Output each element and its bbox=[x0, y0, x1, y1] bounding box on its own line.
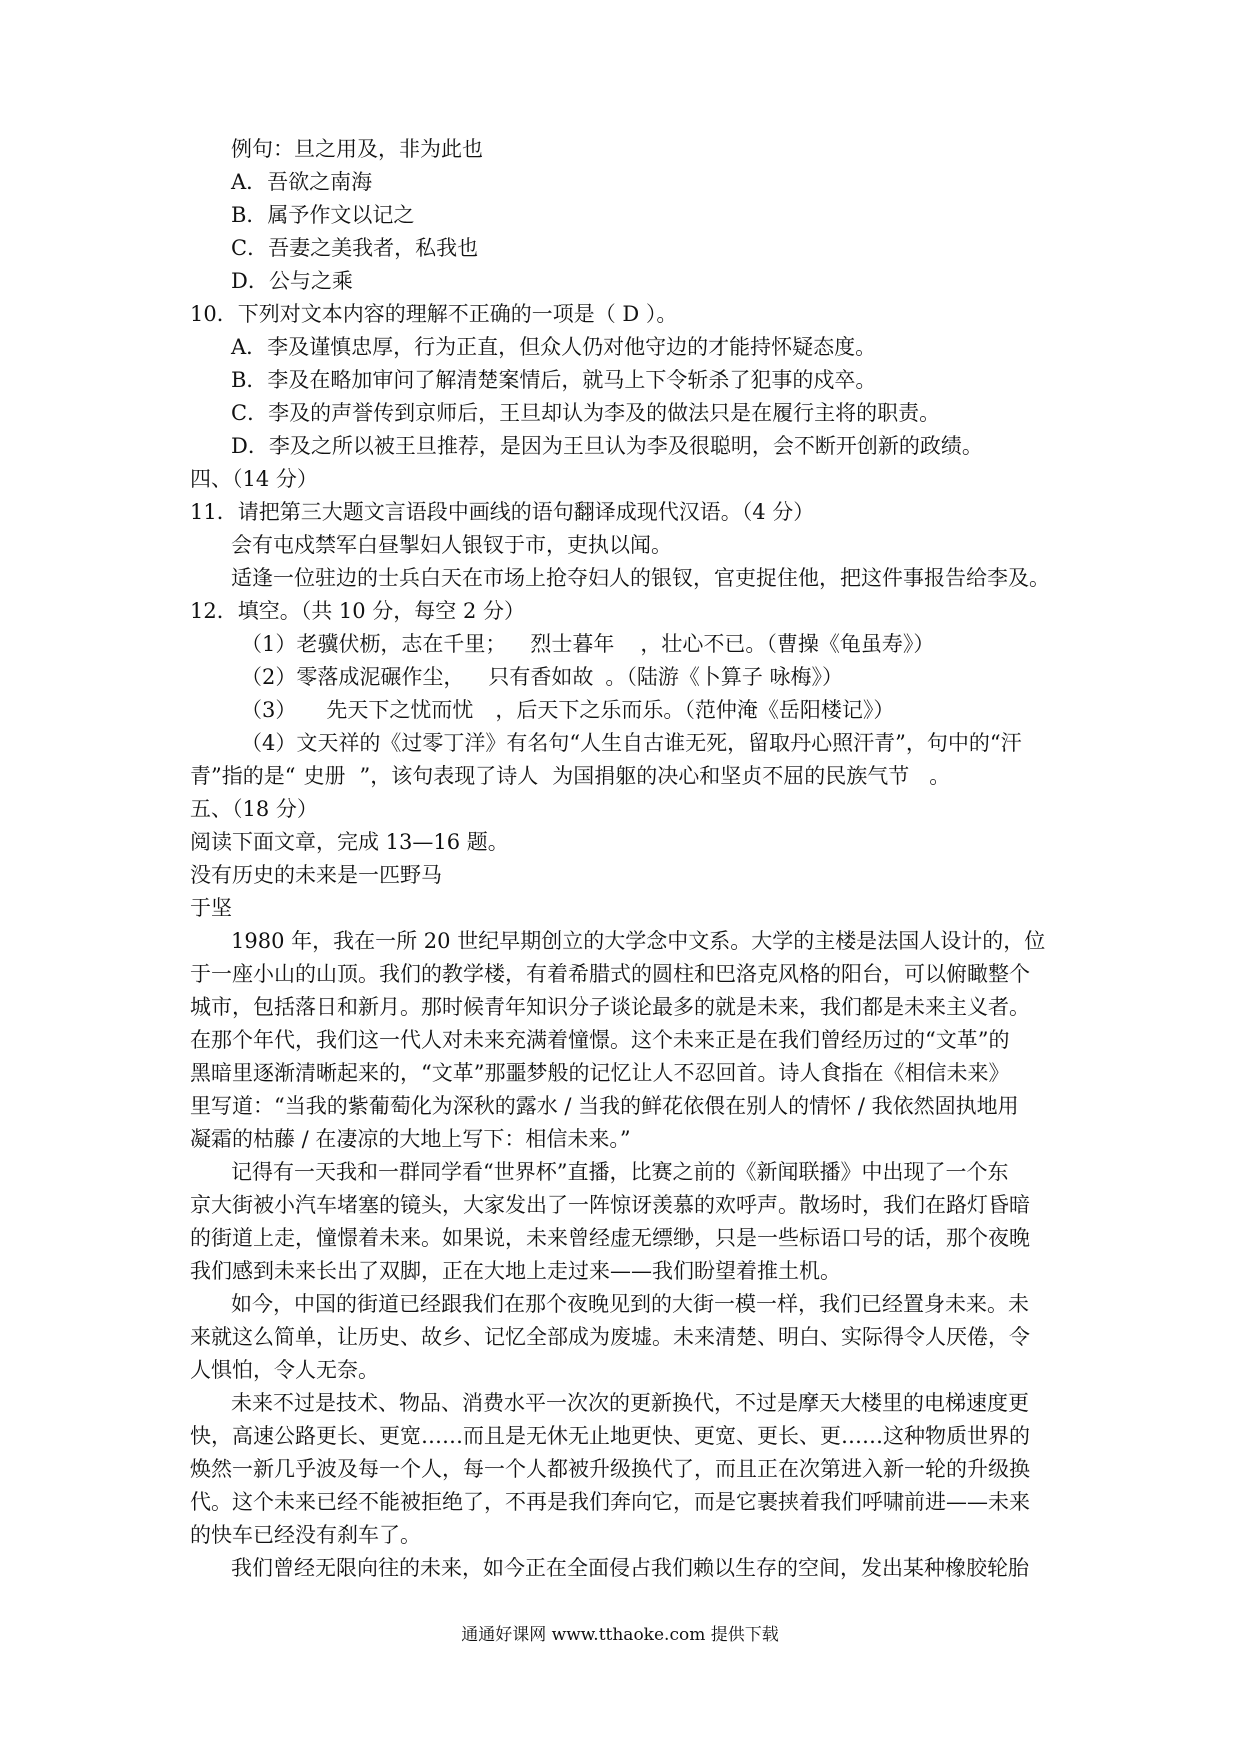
fill-4-middle: ”，该句表现了诗人 bbox=[359, 764, 539, 788]
fill-1-suffix: ，壮心不已。（曹操《龟虽寿》） bbox=[640, 632, 935, 656]
article-line: 如今，中国的街道已经跟我们在那个夜晚见到的大街一模一样，我们已经置身未来。未 bbox=[231, 1292, 1029, 1316]
article-line: 代。这个未来已经不能被拒绝了，不再是我们奔向它，而是它裹挟着我们呼啸前进——未来 bbox=[190, 1490, 1030, 1514]
fill-1-answer: 烈士暮年 bbox=[530, 632, 615, 656]
fill-4-suffix: 。 bbox=[929, 764, 951, 788]
q10-option-a: A．李及谨慎忠厚，行为正直，但众人仍对他守边的才能持怀疑态度。 bbox=[231, 335, 877, 359]
fill-4-answer-2: 为国捐躯的决心和坚贞不屈的民族气节 bbox=[552, 764, 910, 788]
fill-1-prefix: （1）老骥伏枥，志在千里； bbox=[241, 632, 507, 656]
article-line: 焕然一新几乎波及每一个人，每一个人都被升级换代了，而且正在次第进入新一轮的升级换 bbox=[190, 1457, 1030, 1481]
article-title: 没有历史的未来是一匹野马 bbox=[190, 863, 442, 887]
article-line: 我们感到未来长出了双脚，正在大地上走过来——我们盼望着推土机。 bbox=[190, 1259, 841, 1283]
article-line: 未来不过是技术、物品、消费水平一次次的更新换代，不过是摩天大楼里的电梯速度更 bbox=[231, 1391, 1029, 1415]
q10-option-b: B．李及在略加审问了解清楚案情后，就马上下令斩杀了犯事的戍卒。 bbox=[231, 368, 877, 392]
article-line: 于一座小山的山顶。我们的教学楼，有着希腊式的圆柱和巴洛克风格的阳台，可以俯瞰整个 bbox=[190, 962, 1030, 986]
q12-fill-1 bbox=[0, 628, 1240, 661]
fill-4-answer-1: 史册 bbox=[303, 764, 346, 788]
q12-fill-3 bbox=[0, 694, 1240, 727]
article-line: 人惧怕，令人无奈。 bbox=[190, 1358, 379, 1382]
q9-option-d: D．公与之乘 bbox=[231, 269, 353, 293]
article-line: 1980 年，我在一所 20 世纪早期创立的大学念中文系。大学的主楼是法国人设计的，位 bbox=[231, 929, 1046, 953]
section-4-heading: 四、（14 分） bbox=[190, 467, 318, 491]
section-5-heading: 五、（18 分） bbox=[190, 797, 318, 821]
article-line: 京大街被小汽车堵塞的镜头，大家发出了一阵惊讶羡慕的欢呼声。散场时，我们在路灯昏暗 bbox=[190, 1193, 1030, 1217]
q9-option-c: C．吾妻之美我者，私我也 bbox=[231, 236, 479, 260]
q11-stem: 11．请把第三大题文言语段中画线的语句翻译成现代汉语。（4 分） bbox=[190, 500, 815, 524]
fill-3-answer: 先天下之忧而忧 bbox=[326, 698, 474, 722]
fill-3-prefix: （3） bbox=[241, 698, 297, 722]
article-line: 记得有一天我和一群同学看“世界杯”直播，比赛之前的《新闻联播》中出现了一个东 bbox=[231, 1160, 1009, 1184]
q9-option-b: B．属予作文以记之 bbox=[231, 203, 415, 227]
article-line: 在那个年代，我们这一代人对未来充满着憧憬。这个未来正是在我们曾经历过的“文革”的 bbox=[190, 1028, 1010, 1052]
article-line: 的快车已经没有刹车了。 bbox=[190, 1523, 421, 1547]
q11-answer: 适逢一位驻边的士兵白天在市场上抢夺妇人的银钗，官吏捉住他，把这件事报告给李及。 bbox=[231, 566, 1050, 590]
q12-fill-4-line-1: （4）文天祥的《过零丁洋》有名句“人生自古谁无死，留取丹心照汗青”，句中的“汗 bbox=[241, 731, 1022, 755]
q12-fill-2 bbox=[0, 661, 1240, 694]
article-line: 黑暗里逐渐清晰起来的，“文革”那噩梦般的记忆让人不忍回首。诗人食指在《相信未来》 bbox=[190, 1061, 1010, 1085]
article-line: 来就这么简单，让历史、故乡、记忆全部成为废墟。未来清楚、明白、实际得令人厌倦，令 bbox=[190, 1325, 1030, 1349]
q10-option-d: D．李及之所以被王旦推荐，是因为王旦认为李及很聪明，会不断开创新的政绩。 bbox=[231, 434, 983, 458]
article-line: 城市，包括落日和新月。那时候青年知识分子谈论最多的就是未来，我们都是未来主义者。 bbox=[190, 995, 1030, 1019]
reading-instruction: 阅读下面文章，完成 13—16 题。 bbox=[190, 830, 509, 854]
q12-stem: 12．填空。（共 10 分，每空 2 分） bbox=[190, 599, 526, 623]
footer-download-notice: 通通好课网 www.tthaoke.com 提供下载 bbox=[461, 1625, 779, 1645]
q11-source-text: 会有屯戍禁军白昼掣妇人银钗于市，吏执以闻。 bbox=[231, 533, 672, 557]
q9-option-a: A．吾欲之南海 bbox=[231, 170, 373, 194]
article-line: 快，高速公路更长、更宽……而且是无休无止地更快、更宽、更长、更……这种物质世界的 bbox=[190, 1424, 1030, 1448]
fill-2-prefix: （2）零落成泥碾作尘， bbox=[241, 665, 465, 689]
fill-2-answer: 只有香如故 bbox=[488, 665, 594, 689]
article-line: 里写道：“当我的紫葡萄化为深秋的露水 / 当我的鲜花依偎在别人的情怀 / 我依然固执地用 bbox=[190, 1094, 1019, 1118]
q10-option-c: C．李及的声誉传到京师后，王旦却认为李及的做法只是在履行主将的职责。 bbox=[231, 401, 941, 425]
article-author: 于坚 bbox=[190, 896, 232, 920]
article-line: 凝霜的枯藤 / 在凄凉的大地上写下：相信未来。” bbox=[190, 1127, 631, 1151]
fill-2-suffix: 。（陆游《卜算子 咏梅》） bbox=[605, 665, 844, 689]
article-line: 我们曾经无限向往的未来，如今正在全面侵占我们赖以生存的空间，发出某种橡胶轮胎 bbox=[231, 1556, 1029, 1580]
q9-example: 例句：旦之用及，非为此也 bbox=[231, 137, 483, 161]
article-line: 的街道上走，憧憬着未来。如果说，未来曾经虚无缥缈，只是一些标语口号的话，那个夜晚 bbox=[190, 1226, 1030, 1250]
fill-4-prefix: 青”指的是“ bbox=[190, 764, 296, 788]
q10-stem: 10．下列对文本内容的理解不正确的一项是（ D ）。 bbox=[190, 302, 678, 326]
fill-3-suffix: ，后天下之乐而乐。（范仲淹《岳阳楼记》） bbox=[495, 698, 895, 722]
q12-fill-4-line-2 bbox=[0, 760, 1240, 793]
